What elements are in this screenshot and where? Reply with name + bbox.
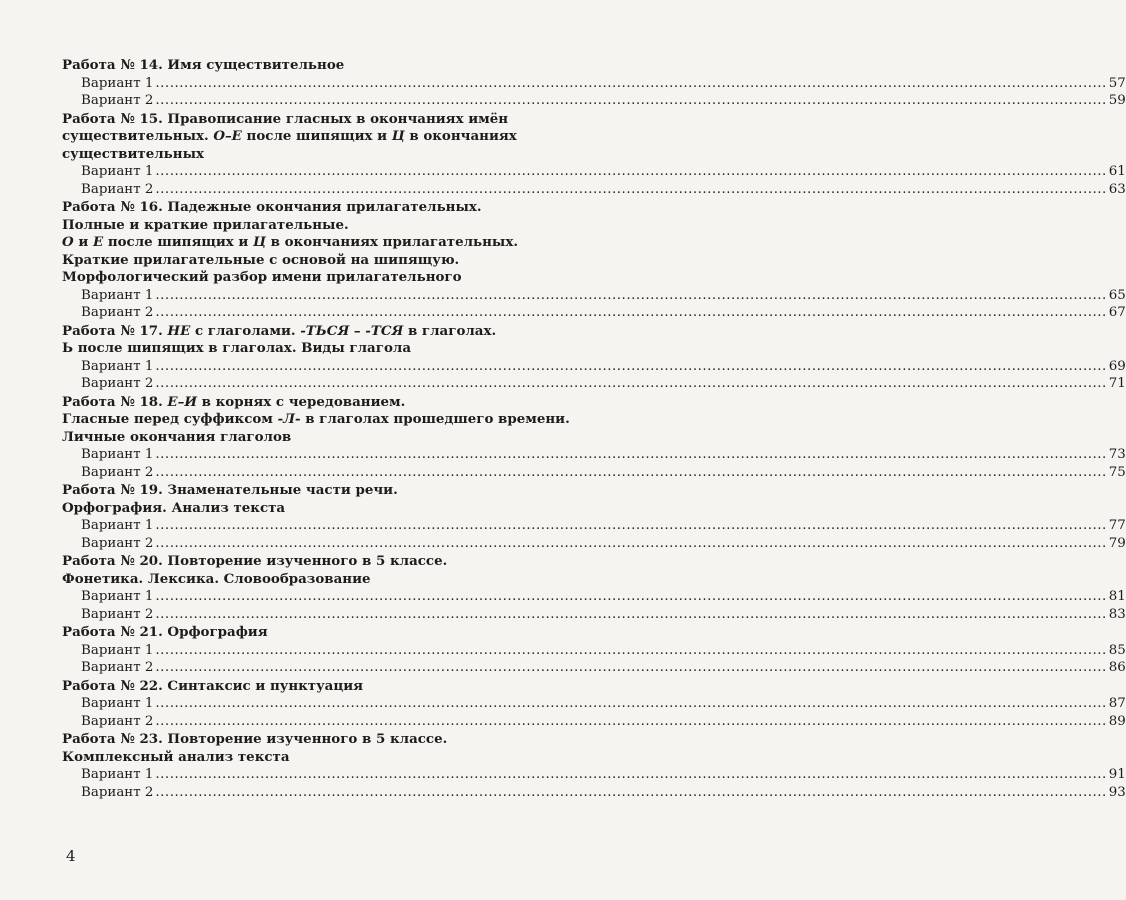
variant-row <box>62 695 1126 713</box>
title-segment: Работа № 21. Орфография <box>62 624 268 640</box>
title-segment: в глаголах прошедшего времени. <box>300 411 570 427</box>
variant-label: Вариант 1 <box>81 75 154 91</box>
title-segment: Работа № 23. Повторение изученного в 5 классе. <box>62 731 448 747</box>
variant-label: Вариант 2 <box>81 464 154 480</box>
variant-label: Вариант 2 <box>81 535 154 551</box>
variant-row <box>62 766 1126 784</box>
variant-page: 57 <box>1108 75 1126 91</box>
variant-page: 83 <box>1108 606 1126 622</box>
variant-row <box>62 181 1126 199</box>
dot-leader: ........................................................................................................................................................................................................ <box>155 535 1107 551</box>
variant-page: 86 <box>1108 660 1126 675</box>
variant-page: 91 <box>1108 767 1126 782</box>
entry-title-line <box>62 199 586 217</box>
title-segment: Полные и краткие прилагательные. <box>62 216 349 233</box>
variant-page: 87 <box>1108 696 1126 711</box>
entry-title-line <box>62 411 586 429</box>
dot-leader: ........................................................................................................................................................................................................ <box>155 713 1107 729</box>
entry-title-line <box>62 111 586 129</box>
variant-page: 71 <box>1108 376 1126 391</box>
variant-row <box>62 287 1126 305</box>
variant-label: Вариант 1 <box>81 358 154 374</box>
title-segment: Морфологический разбор имени прилагательного <box>62 269 462 285</box>
dot-leader: ........................................................................................................................................................................................................ <box>155 305 1107 320</box>
toc-entry <box>62 322 1126 393</box>
toc-entry <box>62 624 1126 677</box>
entry-title-line <box>62 340 586 358</box>
title-segment: Работа № 22. Синтаксис и пунктуация <box>62 677 364 694</box>
dot-leader: ........................................................................................................................................................................................................ <box>155 518 1107 533</box>
title-segment: Комплексный анализ текста <box>62 748 290 765</box>
title-segment: в окончаниях прилагательных. <box>265 234 518 250</box>
variant-label: Вариант 2 <box>81 660 154 675</box>
dot-leader: ........................................................................................................................................................................................................ <box>155 376 1107 391</box>
toc-entry <box>62 57 1126 110</box>
variant-page: 79 <box>1108 535 1126 551</box>
title-segment: О–Е <box>213 128 242 144</box>
variant-label: Вариант 2 <box>81 305 154 320</box>
entry-title-line <box>62 429 586 447</box>
title-segment: Работа № 17. <box>62 322 168 339</box>
variant-page: 59 <box>1108 93 1126 108</box>
entry-title-line <box>62 571 586 589</box>
title-segment: и <box>73 234 93 250</box>
variant-label: Вариант 2 <box>81 784 154 800</box>
variant-page: 89 <box>1108 713 1126 729</box>
variant-label: Вариант 2 <box>81 713 154 729</box>
page-number: 4 <box>66 847 76 865</box>
variant-row <box>62 163 1126 181</box>
title-segment: Работа № 14. Имя существительное <box>62 57 345 73</box>
dot-leader: ........................................................................................................................................................................................................ <box>155 696 1107 711</box>
toc-entry <box>62 482 1126 552</box>
variant-page: 75 <box>1108 464 1126 480</box>
title-segment: -Л- <box>277 411 301 427</box>
variant-label: Вариант 2 <box>81 606 154 622</box>
title-segment: Ц <box>253 234 266 250</box>
dot-leader: ........................................................................................................................................................................................................ <box>155 93 1107 108</box>
dot-leader: ........................................................................................................................................................................................................ <box>155 642 1107 658</box>
variant-row <box>62 642 1126 660</box>
entry-title-line <box>62 678 586 696</box>
variant-page: 63 <box>1108 181 1126 197</box>
title-segment: Работа № 20. Повторение изученного в 5 классе. <box>62 553 448 569</box>
variant-page: 69 <box>1108 358 1126 374</box>
toc-entry <box>62 393 1126 482</box>
variant-row <box>62 75 1126 93</box>
variant-label: Вариант 1 <box>81 287 154 303</box>
entry-title-line <box>62 57 586 75</box>
title-segment: Работа № 15. Правописание гласных в окончаниях имён <box>62 110 509 127</box>
title-segment: Личные окончания глаголов <box>62 428 292 445</box>
title-segment: существительных. <box>62 128 214 144</box>
variant-label: Вариант 2 <box>81 93 154 108</box>
entry-title-line <box>62 234 586 252</box>
dot-leader: ........................................................................................................................................................................................................ <box>155 287 1107 303</box>
entry-title-line <box>62 500 586 518</box>
title-segment: с глаголами. <box>190 322 301 339</box>
entry-title-line <box>62 749 586 767</box>
dot-leader: ........................................................................................................................................................................................................ <box>155 75 1107 91</box>
variant-row <box>62 446 1126 464</box>
variant-page: 61 <box>1108 164 1126 179</box>
title-segment: Работа № 18. <box>62 393 168 410</box>
variant-label: Вариант 1 <box>81 447 154 462</box>
dot-leader: ........................................................................................................................................................................................................ <box>155 181 1107 197</box>
variant-label: Вариант 1 <box>81 696 154 711</box>
toc-entry <box>62 199 1126 322</box>
dot-leader: ........................................................................................................................................................................................................ <box>155 447 1107 462</box>
entry-title-line <box>62 731 586 749</box>
variant-label: Вариант 1 <box>81 518 154 533</box>
title-segment: в корнях с чередованием. <box>196 393 406 410</box>
variant-page: 93 <box>1108 784 1126 800</box>
variant-label: Вариант 1 <box>81 642 154 658</box>
title-segment: после шипящих и <box>103 234 254 250</box>
title-segment: Е <box>92 234 104 250</box>
variant-label: Вариант 2 <box>81 181 154 197</box>
title-segment: в глаголах. <box>403 322 497 339</box>
dot-leader: ........................................................................................................................................................................................................ <box>155 589 1107 604</box>
variant-row <box>62 517 1126 535</box>
title-segment: после шипящих и <box>241 128 392 144</box>
entry-title-line <box>62 146 586 164</box>
variant-row <box>62 304 1126 322</box>
variant-label: Вариант 1 <box>81 767 154 782</box>
entry-title-line <box>62 553 586 571</box>
dot-leader: ........................................................................................................................................................................................................ <box>155 164 1107 179</box>
title-segment: Работа № 19. Знаменательные части речи. <box>62 482 398 498</box>
title-segment: Работа № 16. Падежные окончания прилагательных. <box>62 199 482 215</box>
toc-entry <box>62 110 1126 199</box>
title-segment: Фонетика. Лексика. Словообразование <box>62 570 371 587</box>
variant-row <box>62 659 1126 677</box>
dot-leader: ........................................................................................................................................................................................................ <box>155 767 1107 782</box>
entry-title-line <box>62 482 586 500</box>
entry-title-line <box>62 128 586 146</box>
table-of-contents <box>62 57 1126 802</box>
variant-page: 85 <box>1108 642 1126 658</box>
variant-page: 81 <box>1108 589 1126 604</box>
title-segment: в окончаниях <box>404 128 517 144</box>
title-segment: Гласные перед суффиксом <box>62 411 278 427</box>
title-segment: Е–И <box>167 393 197 410</box>
title-segment: Орфография. Анализ текста <box>62 499 286 516</box>
entry-title-line <box>62 217 586 235</box>
variant-row <box>62 588 1126 606</box>
toc-entry <box>62 677 1126 731</box>
toc-entry <box>62 553 1126 623</box>
title-segment: Ц <box>391 128 405 144</box>
dot-leader: ........................................................................................................................................................................................................ <box>155 464 1107 480</box>
variant-label: Вариант 1 <box>81 164 154 179</box>
variant-row <box>62 784 1126 802</box>
variant-row <box>62 606 1126 624</box>
variant-row <box>62 375 1126 393</box>
entry-title-line <box>62 394 586 412</box>
variant-row <box>62 713 1126 731</box>
variant-row <box>62 464 1126 482</box>
variant-label: Вариант 1 <box>81 589 154 604</box>
entry-title-line <box>62 624 586 642</box>
dot-leader: ........................................................................................................................................................................................................ <box>155 606 1107 622</box>
dot-leader: ........................................................................................................................................................................................................ <box>155 784 1107 800</box>
title-segment: Ь после шипящих в глаголах. Виды глагола <box>62 340 411 356</box>
title-segment: -ТЬСЯ – -ТСЯ <box>300 322 404 339</box>
dot-leader: ........................................................................................................................................................................................................ <box>155 358 1107 374</box>
variant-page: 67 <box>1108 305 1126 320</box>
entry-title-line <box>62 252 586 270</box>
dot-leader: ........................................................................................................................................................................................................ <box>155 660 1107 675</box>
variant-page: 65 <box>1108 287 1126 303</box>
variant-label: Вариант 2 <box>81 376 154 391</box>
title-segment: О <box>62 234 74 250</box>
variant-row <box>62 358 1126 376</box>
entry-title-line <box>62 323 586 341</box>
entry-title-line <box>62 269 586 287</box>
variant-row <box>62 535 1126 553</box>
title-segment: Краткие прилагательные с основой на шипящую. <box>62 251 460 268</box>
title-segment: НЕ <box>167 322 191 339</box>
toc-entry <box>62 731 1126 801</box>
title-segment: существительных <box>62 145 204 162</box>
variant-page: 77 <box>1108 518 1126 533</box>
variant-row <box>62 92 1126 110</box>
variant-page: 73 <box>1108 447 1126 462</box>
